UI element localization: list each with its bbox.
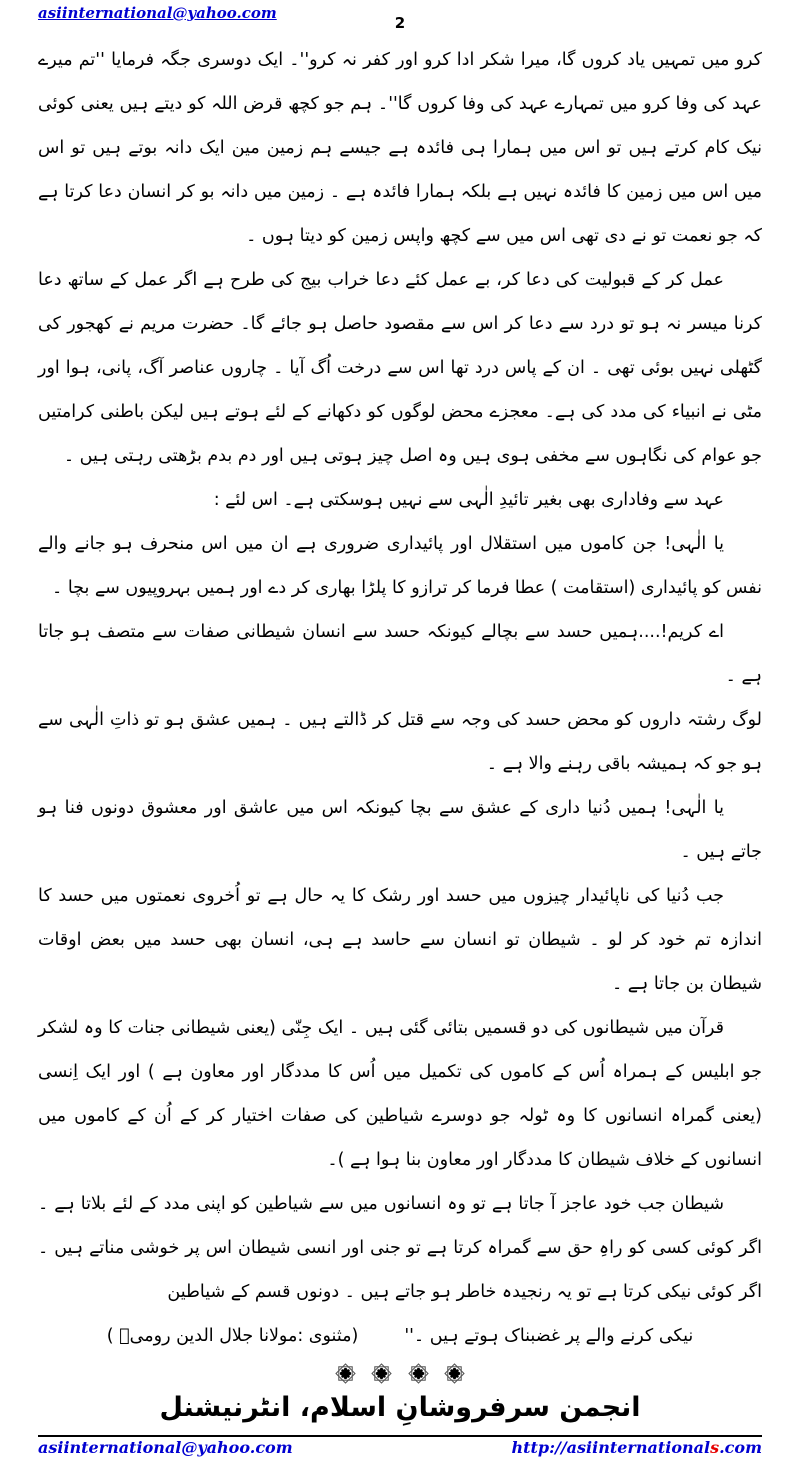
footer-email-link[interactable]: asiinternational@yahoo.com [38,1438,293,1457]
eight-point-star-icon [443,1362,466,1385]
footer-url-prefix: http://asiinternational [511,1438,711,1457]
paragraph: یا الٰہی! ہمیں دُنیا داری کے عشق سے بچا کیونکہ اس میں عاشق اور معشوق دونوں فنا ہو جاتے ہیں ۔ [38,798,762,862]
organization-title: انجمن سرفروشانِ اسلام، انٹرنیشنل [159,1392,641,1423]
paragraph: جب دُنیا کی ناپائیدار چیزوں میں حسد اور رشک کا یہ حال ہے تو اُخروی نعمتوں میں حسد کا اندازہ تم خود کر لو ۔ شیطان تو انسان سے حاسد ہے ہی، انسان بھی حسد میں بعض اوقات شیطان بن جاتا ہے ۔ [38,886,762,994]
paragraph: اے کریم!....ہمیں حسد سے بچالے کیونکہ حسد سے انسان شیطانی صفات سے متصف ہو جاتا ہے ۔ [38,622,762,686]
eight-point-star-icon [370,1362,393,1385]
eight-point-star-icon [334,1362,357,1385]
footer-website-link[interactable] [511,1438,762,1457]
page-number: 2 [394,14,406,32]
footer-url-suffix: .com [719,1438,762,1457]
paragraph: کرو میں تمہیں یاد کروں گا، میرا شکر ادا کرو اور کفر نہ کرو''۔ ایک دوسری جگہ فرمایا ''تم میرے عہد کی وفا کرو میں تمہارے عہد کی وفا کروں گا''۔ ہم جو کچھ قرض اللہ کو دیتے ہیں یعنی کوئی نیک کام کرتے ہیں تو اس میں ہمارا ہی فائدہ ہے جیسے ہم زمین مین ایک دانہ بوتے ہیں تو اس میں اس میں زمین کا فائدہ نہیں ہے بلکہ ہمارا فائدہ ہے ۔ زمین میں دانہ بو کر انسان دعا کرتا ہے کہ جو نعمت تو نے دی تھی اس میں سے کچھ واپس زمین کو دیتا ہوں ۔ [38,50,762,246]
page-footer [0,1437,800,1457]
paragraph: عمل کر کے قبولیت کی دعا کر، بے عمل کئے دعا خراب بیج کی طرح ہے اگر عمل کے ساتھ دعا کرنا میسر نہ ہو تو درد سے دعا کر اس سے مقصود حاصل ہو جائے گا۔ حضرت مریم نے کھجور کی گٹھلی نہیں بوئی تھی ۔ ان کے پاس درد تھا اس سے درخت اُگ آیا ۔ چاروں عناصر آگ، پانی، ہوا اور مٹی نے انبیاء کی مدد کی ہے۔ معجزے محض لوگوں کو دکھانے کے لئے ہوتے ہیں لیکن باطنی کرامتیں جو عوام کی نگاہوں سے مخفی ہوی ہیں وہ اصل چیز ہوتی ہیں اور دم بدم بڑھتی رہتی ہیں ۔ [38,270,762,466]
paragraph: لوگ رشتہ داروں کو محض حسد کی وجہ سے قتل کر ڈالتے ہیں ۔ ہمیں عشق ہو تو ذاتِ الٰہی سے ہو جو کہ ہمیشہ باقی رہنے والا ہے ۔ [38,710,762,774]
eight-point-star-icon [407,1362,430,1385]
header-email-link[interactable]: asiinternational@yahoo.com [38,4,277,22]
paragraph: یا الٰہی! جن کاموں میں استقلال اور پائیداری ضروری ہے ان میں اس منحرف ہو جانے والے نفس کو پائیداری (استقامت ) عطا فرما کر ترازو کا پلڑا بھاری کر دے اور ہمیں بہروپیوں سے بچا ۔ [38,534,762,598]
closing-line [38,1314,762,1358]
masnavi-attribution: (مثنوی :مولانا جلال الدین رومیؒ ) [106,1326,359,1346]
paragraph: عہد سے وفاداری بھی بغیر تائیدِ الٰہی سے نہیں ہوسکتی ہے۔ اس لئے : [213,490,724,510]
paragraph: شیطان جب خود عاجز آ جاتا ہے تو وہ انسانوں میں سے شیاطین کو اپنی مدد کے لئے بلاتا ہے ۔ اگر کوئی کسی کو راہِ حق سے گمراہ کرتا ہے تو جنی اور انسی شیطان اس پر خوشی مناتے ہیں ۔ اگر کوئی نیکی کرتا ہے تو یہ رنجیدہ خاطر ہو جاتے ہیں ۔ دونوں قسم کے شیاطین [38,1194,762,1302]
ornament-row [0,1362,800,1385]
footer-url-accent: s [710,1438,720,1457]
paragraph: قرآن میں شیطانوں کی دو قسمیں بتائی گئی ہیں ۔ ایک جِنّی (یعنی شیطانی جنات کا وہ لشکر جو ابلیس کے ہمراہ اُس کے کاموں کی تکمیل میں اُس کا مددگار اور معاون ہے ) اور ایک اِنسی (یعنی گمراہ انسانوں کا وہ ٹولہ جو دوسرے شیاطین کی صفات اختیار کر کے اُن کے کاموں میں انسانوں کے خلاف شیطان کا مددگار اور معاون بنا ہوا ہے )۔ [38,1018,762,1170]
closing-sentence: نیکی کرنے والے پر غضبناک ہوتے ہیں ۔'' [404,1326,694,1346]
page-header [0,0,800,38]
body-text [0,38,800,1358]
